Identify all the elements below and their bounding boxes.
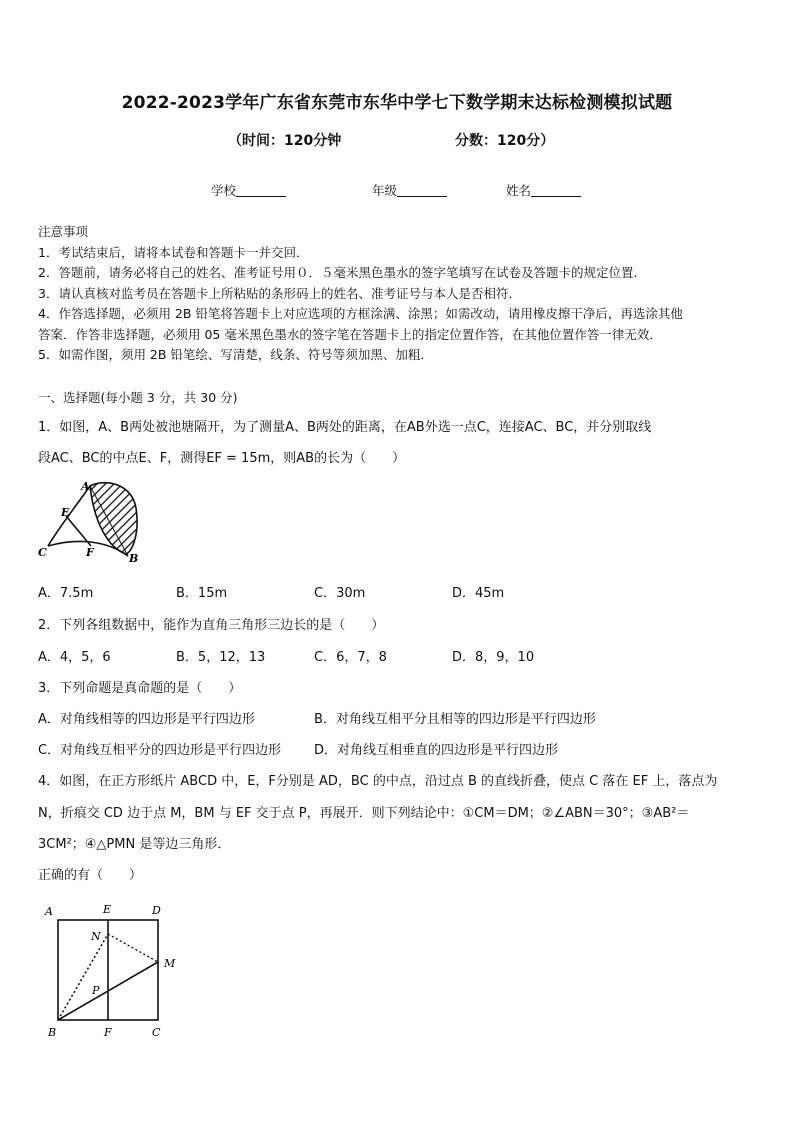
school-field (211, 181, 286, 199)
label-a: A (81, 480, 90, 493)
q2-option-a[interactable]: A．4，5，6 (38, 650, 111, 665)
grade-blank (397, 184, 447, 197)
q1-option-a[interactable]: A．7.5m (38, 586, 94, 601)
label-e: E (103, 903, 112, 916)
note-item: 2．答题前，请务必将自己的姓名、准考证号用０．５毫米黑色墨水的签字笔填写在试卷及答题卡的规定位置． (38, 265, 646, 280)
segment-nm (108, 934, 158, 962)
note-item: 答案．作答非选择题，必须用 05 毫米黑色墨水的签字笔在答题卡上的指定位置作答，在其他位置作答一律无效． (38, 326, 662, 342)
label-c: C (152, 1026, 161, 1039)
note-item: 4．作答选择题，必须用 2B 铅笔将答题卡上对应选项的方框涂满、涂黑；如需改动，请用橡皮擦干净后，再选涂其他 (38, 306, 683, 321)
q3-option-c[interactable]: C．对角线互相平分的四边形是平行四边形 (38, 743, 282, 758)
label-f: F (104, 1026, 112, 1039)
label-m: M (164, 957, 176, 970)
label-p: P (92, 984, 100, 997)
q4-line1: 4．如图，在正方形纸片 ABCD 中，E，F分别是 AD，BC 的中点，沿过点 B 的直线折叠，使点 C 落在 EF 上，落点为 (38, 774, 718, 789)
name-blank (531, 184, 581, 197)
score-label: 分数：120分） (455, 133, 555, 149)
label-f: F (86, 546, 94, 559)
q1-figure (36, 476, 158, 566)
q1-line2: 段AC、BC的中点E、F，测得EF = 15m，则AB的长为（ ） (38, 451, 406, 466)
section-heading: 一、选择题(每小题 3 分，共 30 分) (38, 390, 238, 405)
q2-option-b[interactable]: B．5，12，13 (176, 650, 266, 665)
notes-block (38, 222, 758, 366)
q2-option-d[interactable]: D．8，9，10 (452, 650, 535, 665)
school-blank (236, 184, 286, 197)
label-n: N (91, 930, 101, 943)
q3-option-b[interactable]: B．对角线互相平分且相等的四边形是平行四边形 (314, 712, 596, 727)
q2-option-c[interactable]: C．6，7，8 (314, 650, 387, 665)
label-b: B (48, 1026, 57, 1039)
label-b: B (129, 552, 139, 565)
q3-stem: 3．下列命题是真命题的是（ ） (38, 681, 242, 696)
name-field (506, 181, 581, 199)
note-item: 1．考试结束后，请将本试卷和答题卡一并交回． (38, 244, 309, 260)
school-label: 学校 (211, 183, 237, 198)
grade-label: 年级 (372, 183, 398, 198)
q4-line4: 正确的有（ ） (38, 868, 143, 883)
q1-option-b[interactable]: B．15m (176, 586, 228, 601)
q3-option-a[interactable]: A．对角线相等的四边形是平行四边形 (38, 712, 255, 727)
page-title: 2022-2023学年广东省东莞市东华中学七下数学期末达标检测模拟试题 (121, 93, 673, 113)
notes-heading: 注意事项 (38, 224, 89, 239)
label-c: C (38, 546, 47, 559)
label-d: D (152, 904, 161, 917)
note-item: 3．请认真核对监考员在答题卡上所粘贴的条形码上的姓名、准考证号与本人是否相符． (38, 285, 521, 301)
q4-figure (40, 900, 190, 1046)
time-label: （时间：120分钟 (228, 133, 342, 149)
label-a: A (45, 905, 53, 918)
label-e: E (61, 506, 70, 519)
name-label: 姓名 (506, 183, 532, 198)
q1-option-c[interactable]: C．30m (314, 586, 366, 601)
q4-line2: N，折痕交 CD 边于点 M，BM 与 EF 交于点 P，再展开．则下列结论中：①CM＝DM；②∠ABN＝30°；③AB²＝ (38, 806, 690, 821)
q2-stem: 2．下列各组数据中，能作为直角三角形三边长的是（ ） (38, 618, 385, 633)
q4-line3: 3CM²；④△PMN 是等边三角形． (38, 837, 231, 852)
q1-option-d[interactable]: D．45m (452, 586, 505, 601)
note-item: 5．如需作图，须用 2B 铅笔绘、写清楚，线条、符号等须加黑、加粗． (38, 347, 433, 362)
q3-option-d[interactable]: D．对角线互相垂直的四边形是平行四边形 (314, 743, 559, 758)
grade-field (372, 181, 447, 199)
q1-line1: 1．如图，A、B两处被池塘隔开，为了测量A、B两处的距离，在AB外选一点C，连接AC、BC，并分别取线 (38, 420, 652, 435)
segment-bn (58, 934, 108, 1020)
